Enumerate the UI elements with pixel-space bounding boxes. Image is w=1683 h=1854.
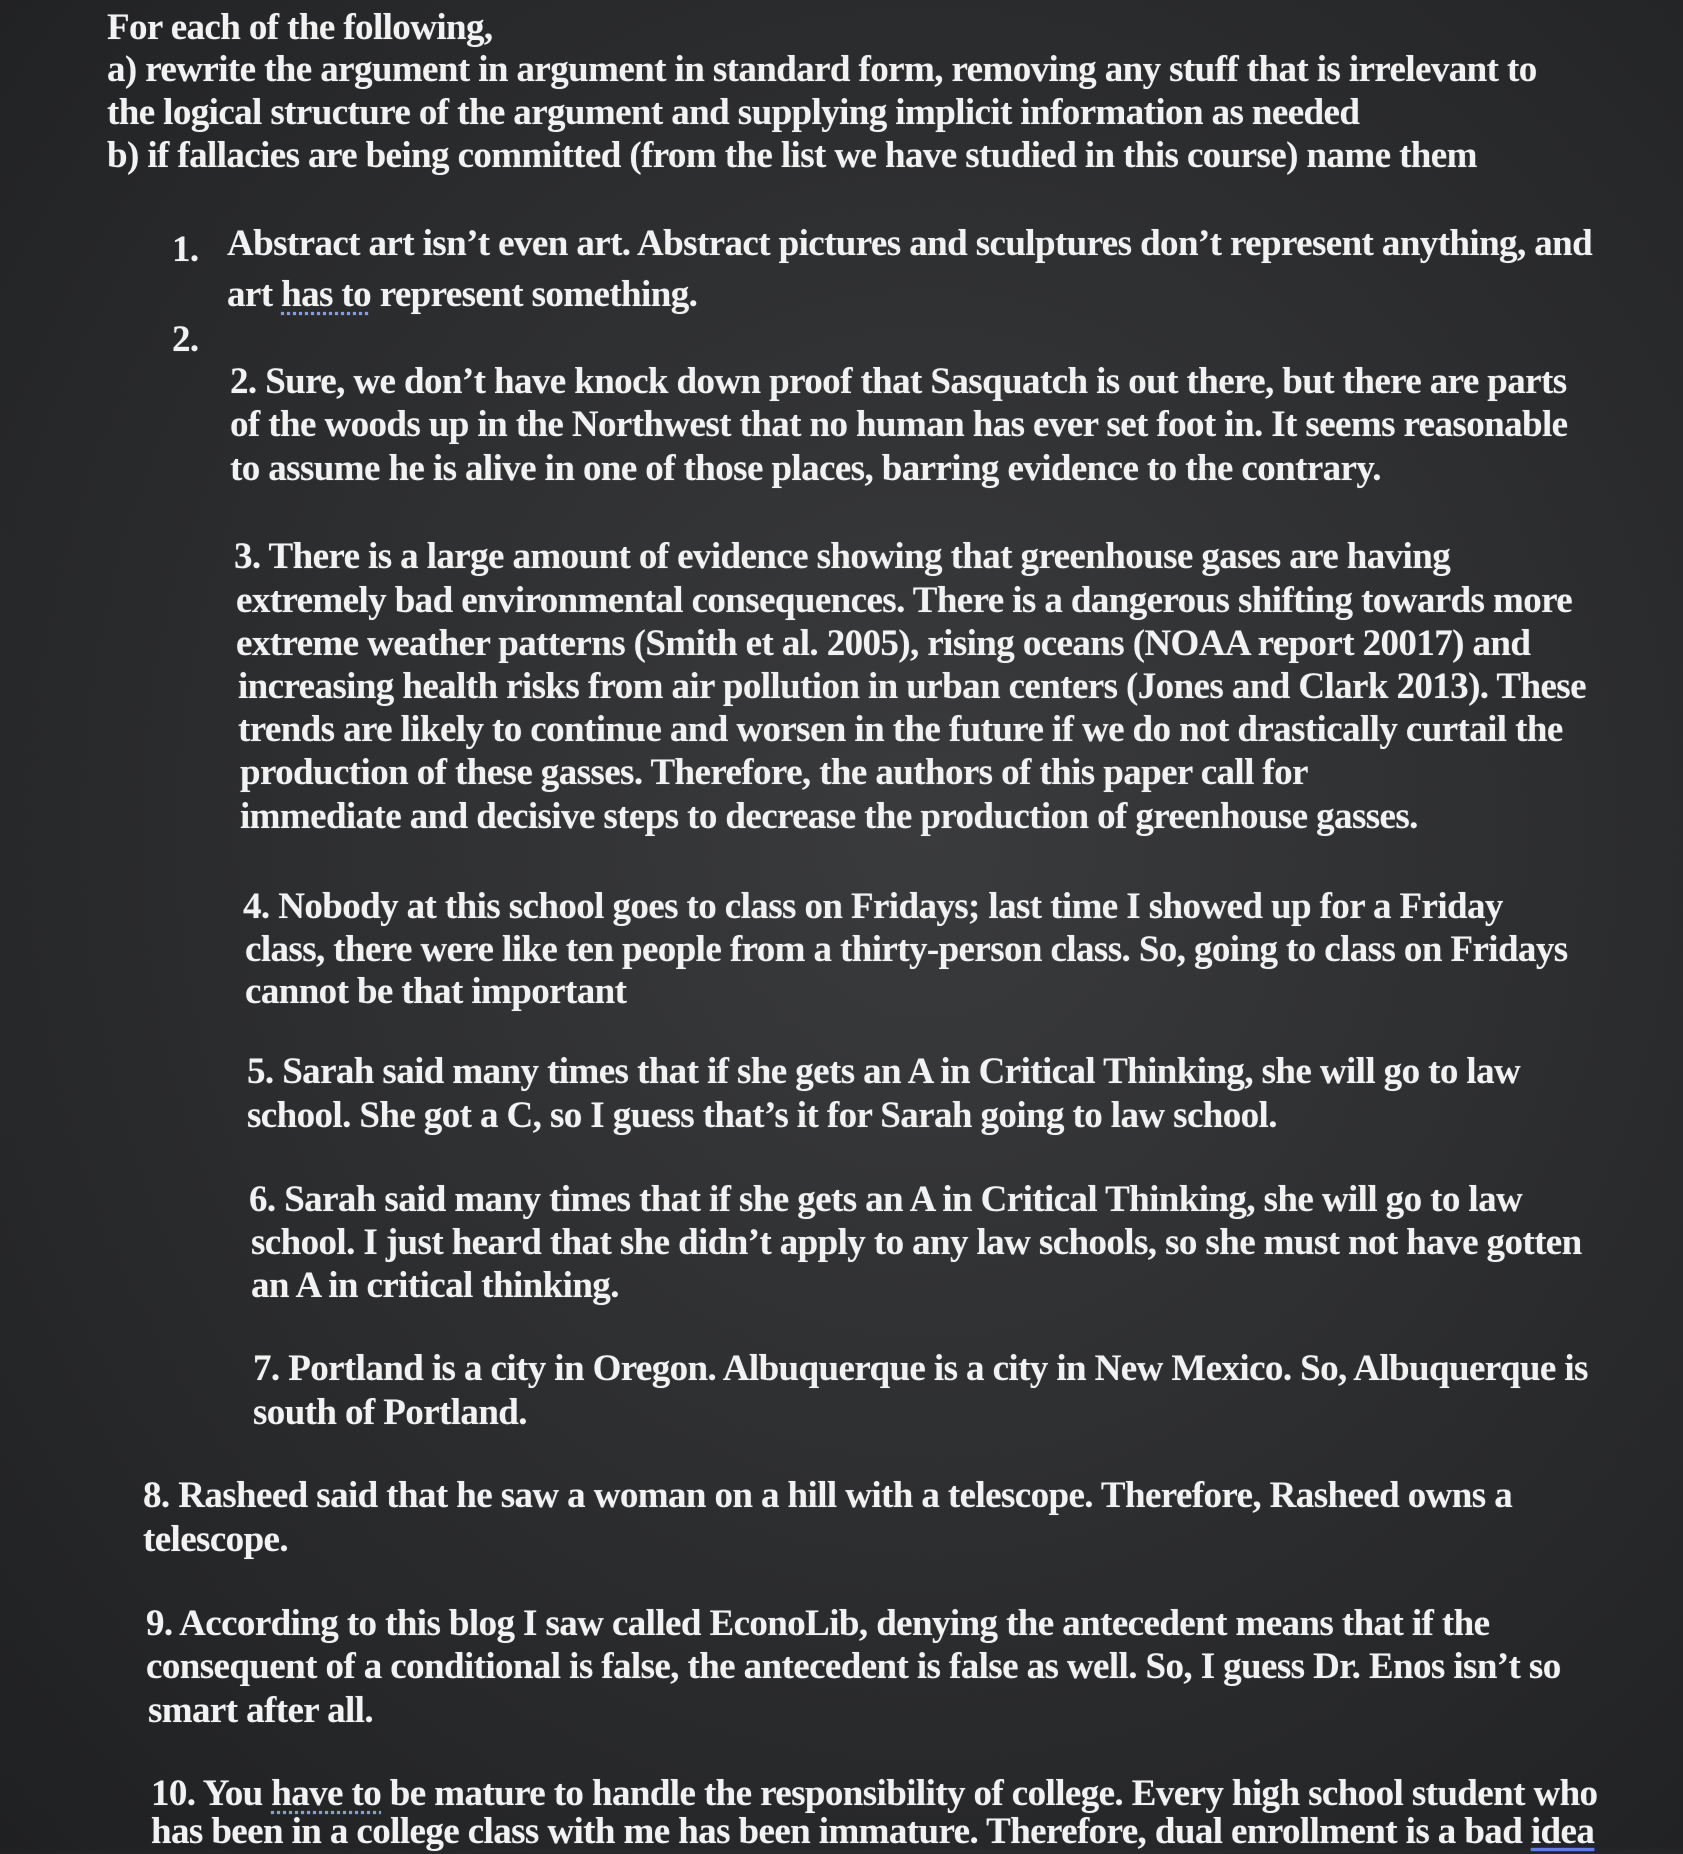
instructions-part-a: a) rewrite the argument in argument in standard form, removing any stuff that is irrelevant to xyxy=(107,49,1537,90)
q4-line1: 4. Nobody at this school goes to class on Fridays; last time I showed up for a Friday xyxy=(243,886,1503,927)
q8-line2: telescope. xyxy=(143,1519,289,1560)
instructions-part-a-cont: the logical structure of the argument and supplying implicit information as needed xyxy=(107,92,1360,133)
q10-line1-pre: 10. You xyxy=(151,1773,272,1814)
stray-number: 2. xyxy=(172,319,199,360)
instructions-intro: For each of the following, xyxy=(107,7,493,48)
q6-line3: an A in critical thinking. xyxy=(251,1265,619,1306)
q9-line1: 9. According to this blog I saw called EconoLib, denying the antecedent means that if the xyxy=(146,1603,1490,1644)
q10-line2-pre: has been in a college class with me has been immature. Therefore, dual enrollment is a bad xyxy=(151,1811,1531,1852)
q1-line2 xyxy=(227,273,697,317)
q1-line1: Abstract art isn’t even art. Abstract pictures and sculptures don’t represent anything, and xyxy=(227,223,1593,264)
q10-line1-post: be mature to handle the responsibility of college. Every high school student who xyxy=(381,1773,1598,1814)
q2-line1: 2. Sure, we don’t have knock down proof that Sasquatch is out there, but there are parts xyxy=(230,361,1567,402)
q3-line5: trends are likely to continue and worsen in the future if we do not drastically curtail the xyxy=(238,709,1563,750)
grammar-flag[interactable]: have to xyxy=(271,1773,382,1814)
grammar-flag[interactable]: has to xyxy=(281,274,372,315)
q1-line2-pre: art xyxy=(227,274,282,315)
q5-line2: school. She got a C, so I guess that’s it for Sarah going to law school. xyxy=(247,1095,1277,1136)
q8-line1: 8. Rasheed said that he saw a woman on a hill with a telescope. Therefore, Rasheed owns a xyxy=(143,1475,1513,1516)
q7-line2: south of Portland. xyxy=(253,1392,527,1433)
q3-line2: extremely bad environmental consequences. There is a dangerous shifting towards more xyxy=(236,580,1573,621)
q1-line2-post: represent something. xyxy=(371,274,698,315)
q4-line3: cannot be that important xyxy=(245,971,627,1012)
q5-line1: 5. Sarah said many times that if she gets an A in Critical Thinking, she will go to law xyxy=(247,1051,1521,1092)
q3-line3: extreme weather patterns (Smith et al. 2005), rising oceans (NOAA report 20017) and xyxy=(236,623,1531,664)
q9-line2: consequent of a conditional is false, the antecedent is false as well. So, I guess Dr. Enos isn’t so xyxy=(146,1646,1561,1687)
q3-line1: 3. There is a large amount of evidence showing that greenhouse gases are having xyxy=(234,536,1451,577)
q10-line2 xyxy=(151,1810,1594,1854)
q2-line3: to assume he is alive in one of those places, barring evidence to the contrary. xyxy=(230,448,1381,489)
q9-line3: smart after all. xyxy=(148,1690,373,1731)
q3-line4: increasing health risks from air pollution in urban centers (Jones and Clark 2013). These xyxy=(238,666,1586,707)
q3-line7: immediate and decisive steps to decrease the production of greenhouse gasses. xyxy=(240,796,1418,837)
q6-line2: school. I just heard that she didn’t apply to any law schools, so she must not have gotten xyxy=(251,1222,1582,1263)
q3-line6: production of these gasses. Therefore, the authors of this paper call for xyxy=(240,752,1308,793)
spelling-flag[interactable]: idea xyxy=(1530,1811,1595,1852)
instructions-part-b: b) if fallacies are being committed (from the list we have studied in this course) name them xyxy=(107,135,1477,176)
q4-line2: class, there were like ten people from a thirty-person class. So, going to class on Fridays xyxy=(245,929,1568,970)
q6-line1: 6. Sarah said many times that if she gets an A in Critical Thinking, she will go to law xyxy=(249,1179,1523,1220)
q2-line2: of the woods up in the Northwest that no human has ever set foot in. It seems reasonable xyxy=(230,404,1568,445)
q1-number: 1. xyxy=(172,229,199,270)
q7-line1: 7. Portland is a city in Oregon. Albuquerque is a city in New Mexico. So, Albuquerque is xyxy=(253,1348,1588,1389)
